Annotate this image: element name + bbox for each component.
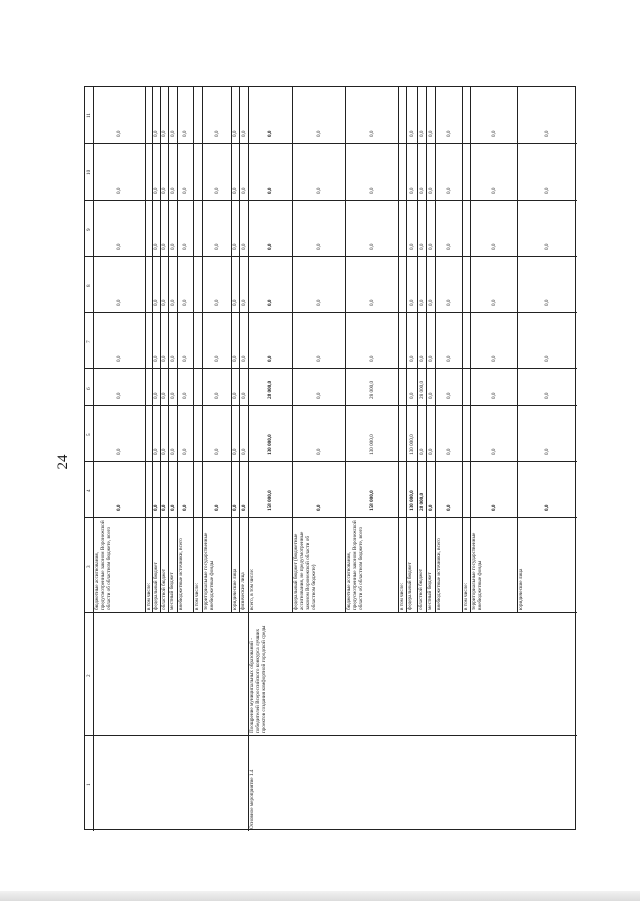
- cell-value-col7: 0,0: [161, 355, 167, 362]
- row-label: юридические лица: [518, 568, 524, 610]
- row-label: федеральный бюджет: [407, 562, 413, 610]
- table-rule: [85, 143, 577, 144]
- cell-value-col11: 0,0: [315, 130, 322, 137]
- cell-value-col8: 0,0: [445, 299, 452, 306]
- cell-value-col4: 0,0: [213, 504, 220, 511]
- cell-value-col7: 0,0: [490, 355, 497, 362]
- cell-value-col11: 0,0: [153, 130, 159, 137]
- cell-value-col5: 130 000,0: [267, 434, 273, 455]
- row-label: юридические лица: [232, 568, 238, 610]
- cell-value-col7: 0,0: [544, 355, 550, 362]
- cell-value-col8: 0,0: [267, 299, 273, 306]
- cell-value-col8: 0,0: [153, 299, 159, 306]
- cell-value-col5: 0,0: [182, 448, 188, 455]
- cell-value-col8: 0,0: [544, 299, 550, 306]
- scan-edge: [0, 891, 640, 901]
- table-rule: [93, 87, 94, 831]
- table-rule: [85, 517, 577, 518]
- cell-value-col9: 0,0: [232, 243, 238, 250]
- column-header-11: 11: [86, 113, 92, 118]
- cell-value-col9: 0,0: [368, 243, 375, 250]
- table-rule: [85, 735, 577, 736]
- activity-number: Основное мероприятие 1.4: [249, 769, 255, 829]
- cell-value-col6: 0,0: [445, 392, 452, 399]
- row-label: областной бюджет: [161, 569, 167, 610]
- cell-value-col4: 0,0: [116, 504, 122, 511]
- cell-value-col7: 0,0: [169, 355, 176, 362]
- cell-value-col5: 0,0: [169, 448, 176, 455]
- table-rule: [85, 256, 577, 257]
- cell-value-col10: 0,0: [182, 187, 188, 194]
- cell-value-col9: 0,0: [116, 243, 122, 250]
- cell-value-col6: 28 000,0: [267, 380, 273, 399]
- cell-value-col10: 0,0: [427, 187, 434, 194]
- cell-value-col11: 0,0: [544, 130, 550, 137]
- table-rule: [85, 368, 577, 369]
- cell-value-col6: 0,0: [213, 392, 220, 399]
- cell-value-col11: 0,0: [116, 130, 122, 137]
- cell-value-col8: 0,0: [116, 299, 122, 306]
- cell-value-col6: 0,0: [161, 392, 167, 399]
- cell-value-col9: 0,0: [418, 243, 425, 250]
- cell-value-col4: 0,0: [153, 504, 159, 511]
- cell-value-col5: 0,0: [232, 448, 238, 455]
- cell-value-col10: 0,0: [445, 187, 452, 194]
- cell-value-col9: 0,0: [427, 243, 434, 250]
- cell-value-col8: 0,0: [427, 299, 434, 306]
- cell-value-col5: 0,0: [161, 448, 167, 455]
- cell-value-col5: 0,0: [315, 448, 322, 455]
- cell-value-col9: 0,0: [544, 243, 550, 250]
- cell-value-col6: 0,0: [427, 392, 434, 399]
- cell-value-col10: 0,0: [213, 187, 220, 194]
- cell-value-col4: 0,0: [161, 504, 167, 511]
- cell-value-col5: 130 000,0: [368, 434, 375, 455]
- cell-value-col11: 0,0: [408, 130, 415, 137]
- cell-value-col6: 0,0: [153, 392, 159, 399]
- cell-value-col5: 0,0: [153, 448, 159, 455]
- cell-value-col7: 0,0: [213, 355, 220, 362]
- page-number: 24: [55, 454, 71, 470]
- cell-value-col8: 0,0: [490, 299, 497, 306]
- cell-value-col10: 0,0: [267, 187, 273, 194]
- table-rule: [85, 200, 577, 201]
- cell-value-col7: 0,0: [418, 355, 425, 362]
- row-label: местный бюджет: [427, 572, 433, 610]
- row-label: территориальные государственные внебюджетные фонды: [471, 532, 483, 610]
- column-header-1: 1: [86, 783, 92, 786]
- row-label: бюджетные ассигнования, предусмотренные законом Воронежской области об областном бюджете, всего: [346, 520, 364, 610]
- column-header-6: 6: [86, 386, 92, 390]
- budget-table: [84, 86, 576, 830]
- cell-value-col8: 0,0: [408, 299, 415, 306]
- cell-value-col11: 0,0: [427, 130, 434, 137]
- cell-value-col10: 0,0: [116, 187, 122, 194]
- row-label: территориальные государственные внебюджетные фонды: [203, 532, 215, 610]
- cell-value-col8: 0,0: [315, 299, 322, 306]
- table-rule: [85, 312, 577, 313]
- cell-value-col4: 0,0: [240, 504, 247, 511]
- cell-value-col7: 0,0: [153, 355, 159, 362]
- cell-value-col11: 0,0: [182, 130, 188, 137]
- cell-value-col10: 0,0: [490, 187, 497, 194]
- row-label: внебюджетные источники, всего: [436, 538, 442, 610]
- cell-value-col10: 0,0: [232, 187, 238, 194]
- row-label: физические лица: [240, 572, 246, 610]
- row-label: в том числе:: [399, 582, 405, 610]
- cell-value-col11: 0,0: [169, 130, 176, 137]
- cell-value-col4: 130 000,0: [408, 490, 415, 511]
- cell-value-col6: 0,0: [490, 392, 497, 399]
- cell-value-col9: 0,0: [240, 243, 247, 250]
- row-label: областной бюджет: [418, 569, 424, 610]
- cell-value-col9: 0,0: [213, 243, 220, 250]
- cell-value-col5: 130 000,0: [408, 434, 415, 455]
- cell-value-col8: 0,0: [368, 299, 375, 306]
- table-rule: [85, 405, 577, 406]
- cell-value-col8: 0,0: [418, 299, 425, 306]
- cell-value-col10: 0,0: [315, 187, 322, 194]
- cell-value-col4: 0,0: [315, 504, 322, 511]
- cell-value-col6: 0,0: [240, 392, 247, 399]
- cell-value-col6: 0,0: [232, 392, 238, 399]
- row-label: местный бюджет: [169, 572, 175, 610]
- cell-value-col10: 0,0: [408, 187, 415, 194]
- table-rule: [85, 461, 577, 462]
- cell-value-col4: 0,0: [232, 504, 238, 511]
- cell-value-col9: 0,0: [315, 243, 322, 250]
- row-label: внебюджетные источники, всего: [178, 538, 184, 610]
- cell-value-col11: 0,0: [213, 130, 220, 137]
- cell-value-col10: 0,0: [169, 187, 176, 194]
- cell-value-col11: 0,0: [445, 130, 452, 137]
- cell-value-col5: 0,0: [418, 448, 425, 455]
- cell-value-col6: 0,0: [116, 392, 122, 399]
- cell-value-col7: 0,0: [368, 355, 375, 362]
- cell-value-col7: 0,0: [232, 355, 238, 362]
- row-label: в том числе:: [194, 582, 200, 610]
- cell-value-col6: 28 000,0: [418, 380, 425, 399]
- cell-value-col7: 0,0: [445, 355, 452, 362]
- cell-value-col10: 0,0: [418, 187, 425, 194]
- cell-value-col6: 0,0: [182, 392, 188, 399]
- row-label: всего, в том числе:: [249, 568, 255, 610]
- cell-value-col8: 0,0: [182, 299, 188, 306]
- cell-value-col9: 0,0: [182, 243, 188, 250]
- cell-value-col11: 0,0: [490, 130, 497, 137]
- cell-value-col4: 0,0: [445, 504, 452, 511]
- cell-value-col10: 0,0: [161, 187, 167, 194]
- cell-value-col10: 0,0: [544, 187, 550, 194]
- cell-value-col4: 0,0: [182, 504, 188, 511]
- cell-value-col9: 0,0: [408, 243, 415, 250]
- cell-value-col5: 0,0: [445, 448, 452, 455]
- column-header-8: 8: [86, 284, 92, 287]
- column-header-9: 9: [86, 228, 92, 231]
- cell-value-col11: 0,0: [161, 130, 167, 137]
- cell-value-col7: 0,0: [267, 355, 273, 362]
- cell-value-col4: 0,0: [544, 504, 550, 511]
- cell-value-col11: 0,0: [240, 130, 247, 137]
- cell-value-col5: 0,0: [544, 448, 550, 455]
- cell-value-col10: 0,0: [368, 187, 375, 194]
- column-header-5: 5: [86, 433, 92, 436]
- row-label: в том числе:: [146, 582, 152, 610]
- cell-value-col4: 158 000,0: [368, 490, 375, 511]
- cell-value-col9: 0,0: [267, 243, 273, 250]
- cell-value-col11: 0,0: [418, 130, 425, 137]
- cell-value-col5: 0,0: [213, 448, 220, 455]
- cell-value-col9: 0,0: [161, 243, 167, 250]
- column-header-4: 4: [86, 489, 92, 492]
- cell-value-col6: 0,0: [408, 392, 415, 399]
- cell-value-col9: 0,0: [445, 243, 452, 250]
- cell-value-col7: 0,0: [427, 355, 434, 362]
- cell-value-col7: 0,0: [315, 355, 322, 362]
- cell-value-col6: 0,0: [544, 392, 550, 399]
- cell-value-col4: 28 000,0: [418, 492, 425, 511]
- cell-value-col9: 0,0: [490, 243, 497, 250]
- column-header-3: 3: [86, 564, 92, 568]
- cell-value-col4: 0,0: [169, 504, 176, 511]
- cell-value-col11: 0,0: [267, 130, 273, 137]
- cell-value-col8: 0,0: [240, 299, 247, 306]
- cell-value-col7: 0,0: [240, 355, 247, 362]
- cell-value-col8: 0,0: [232, 299, 238, 306]
- cell-value-col5: 0,0: [116, 448, 122, 455]
- cell-value-col4: 0,0: [490, 504, 497, 511]
- cell-value-col9: 0,0: [169, 243, 176, 250]
- cell-value-col10: 0,0: [153, 187, 159, 194]
- cell-value-col10: 0,0: [240, 187, 247, 194]
- cell-value-col4: 0,0: [427, 504, 434, 511]
- cell-value-col7: 0,0: [408, 355, 415, 362]
- cell-value-col7: 0,0: [182, 355, 188, 362]
- row-label: в том числе:: [463, 582, 469, 610]
- row-label: федеральный бюджет (бюджетные ассигнования, не предусмотренные законом Воронежской области об областном бюджете): [293, 531, 317, 610]
- cell-value-col6: 28 000,0: [368, 380, 375, 399]
- cell-value-col8: 0,0: [169, 299, 176, 306]
- cell-value-col7: 0,0: [116, 355, 122, 362]
- row-label: бюджетные ассигнования, предусмотренные законом Воронежской области об областном бюджете, всего: [94, 520, 112, 610]
- cell-value-col9: 0,0: [153, 243, 159, 250]
- cell-value-col8: 0,0: [213, 299, 220, 306]
- cell-value-col8: 0,0: [161, 299, 167, 306]
- cell-value-col5: 0,0: [490, 448, 497, 455]
- cell-value-col4: 158 000,0: [267, 490, 273, 511]
- column-header-7: 7: [86, 340, 92, 343]
- cell-value-col6: 0,0: [315, 392, 322, 399]
- column-header-2: 2: [86, 673, 92, 677]
- cell-value-col5: 0,0: [427, 448, 434, 455]
- cell-value-col11: 0,0: [368, 130, 375, 137]
- cell-value-col11: 0,0: [232, 130, 238, 137]
- cell-value-col5: 0,0: [240, 448, 247, 455]
- row-label: федеральный бюджет: [153, 562, 159, 610]
- activity-title: Поощрение муниципальных образований - победителей Всероссийского конкурса лучших проектов создания комфортной городской среды: [249, 625, 267, 733]
- table-rule: [85, 612, 577, 613]
- column-header-10: 10: [86, 169, 92, 175]
- cell-value-col6: 0,0: [169, 392, 176, 399]
